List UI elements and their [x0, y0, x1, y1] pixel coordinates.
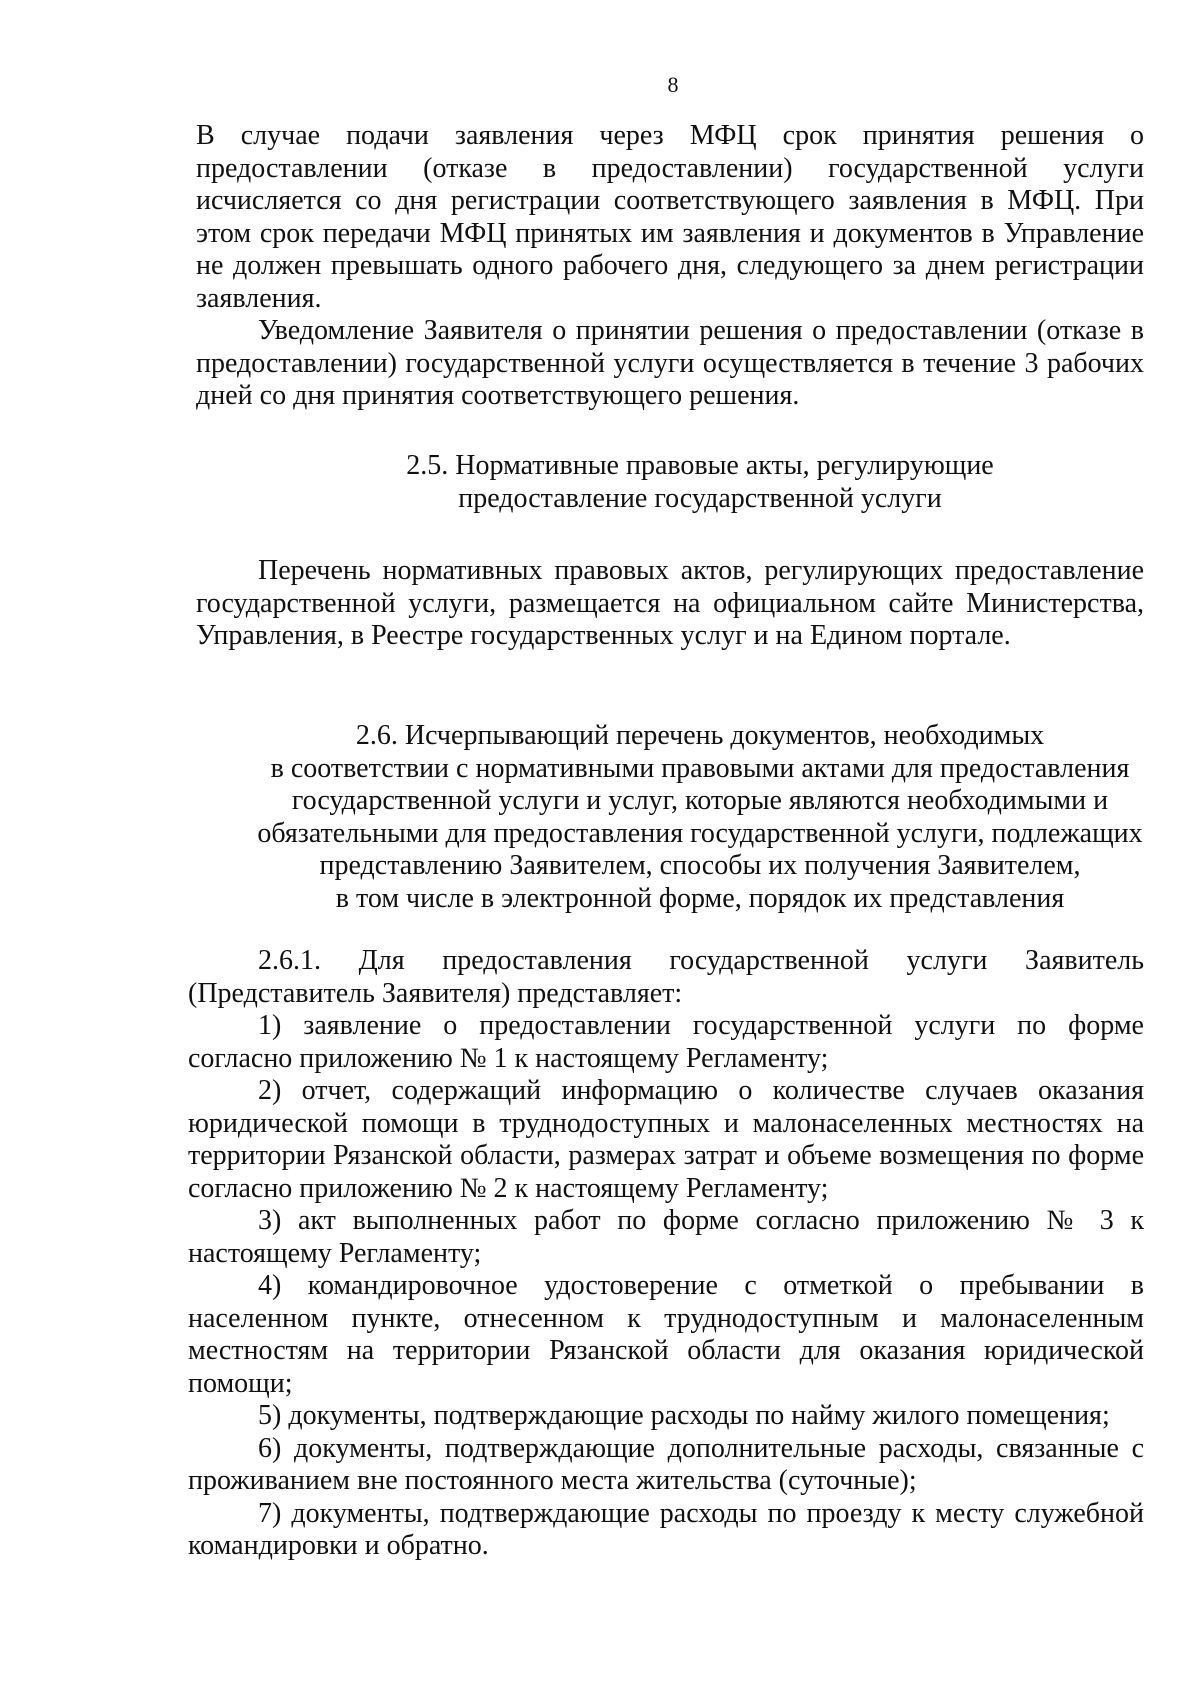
section-2-6-title-line: 2.6. Исчерпывающий перечень документов, необходимых: [355, 720, 1045, 751]
section-2-6-title-line: представлению Заявителем, способы их получения Заявителем,: [319, 850, 1081, 881]
section-2-5-heading: [196, 450, 1144, 515]
section-2-6-title-line: в том числе в электронной форме, порядок их представления: [335, 882, 1065, 914]
list-item-document-1: 1) заявление о предоставлении государственной услуги по форме согласно приложению № 1 к настоящему Регламенту;: [188, 1010, 1144, 1074]
list-item-document-5: 5) документы, подтверждающие расходы по найму жилого помещения;: [258, 1400, 1110, 1431]
paragraph-normative-acts: Перечень нормативных правовых актов, регулирующих предоставление государственной услуги, размещается на официальном сайте Министерства, Управления, в Реестре государственных услуг и на Едином портале.: [196, 555, 1144, 651]
intro-block: [196, 120, 1144, 413]
section-2-5-title-line2: предоставление государственной услуги: [458, 482, 942, 514]
list-item-document-6: 6) документы, подтверждающие дополнительные расходы, связанные с проживанием вне постоянного места жительства (суточные);: [188, 1432, 1144, 1496]
section-2-5-body: [196, 555, 1144, 653]
section-2-6-title-line: обязательными для предоставления государственной услуги, подлежащих: [257, 817, 1143, 849]
list-item-document-4: 4) командировочное удостоверение с отметкой о пребывании в населенном пункте, отнесенном к труднодоступным и малонаселенным местностям на территории Рязанской области для оказания юридической помощи;: [188, 1270, 1144, 1399]
paragraph-2-6-1-intro: 2.6.1. Для предоставления государственной услуги Заявитель (Представитель Заявителя) представляет:: [188, 945, 1144, 1009]
list-item-document-7: 7) документы, подтверждающие расходы по проезду к месту служебной командировки и обратно.: [188, 1497, 1144, 1561]
section-2-6-heading: [196, 720, 1144, 915]
section-2-6-title-line: в соответствии с нормативными правовыми актами для предоставления: [270, 752, 1130, 784]
list-item-document-3: 3) акт выполненных работ по форме согласно приложению № 3 к настоящему Регламенту;: [188, 1205, 1144, 1269]
section-2-5-title-line1: 2.5. Нормативные правовые акты, регулирующие: [406, 450, 994, 481]
section-2-6-title-line: государственной услуги и услуг, которые являются необходимыми и: [291, 785, 1109, 816]
page-number: 8: [667, 72, 679, 97]
paragraph-mfc-deadline: В случае подачи заявления через МФЦ срок принятия решения о предоставлении (отказе в предоставлении) государственной услуги исчисляется со дня регистрации соответствующего заявления в МФЦ. При этом срок передачи МФЦ принятых им заявления и документов в Управление не должен превышать одного рабочего дня, следующего за днем регистрации заявления.: [196, 120, 1144, 314]
section-2-6-body: [188, 945, 1144, 1563]
paragraph-notification: Уведомление Заявителя о принятии решения о предоставлении (отказе в предоставлении) государственной услуги осуществляется в течение 3 рабочих дней со дня принятия соответствующего решения.: [196, 315, 1144, 411]
list-item-document-2: 2) отчет, содержащий информацию о количестве случаев оказания юридической помощи в труднодоступных и малонаселенных местностях на территории Рязанской области, размерах затрат и объеме возмещения по форме согласно приложению № 2 к настоящему Регламенту;: [188, 1075, 1144, 1204]
